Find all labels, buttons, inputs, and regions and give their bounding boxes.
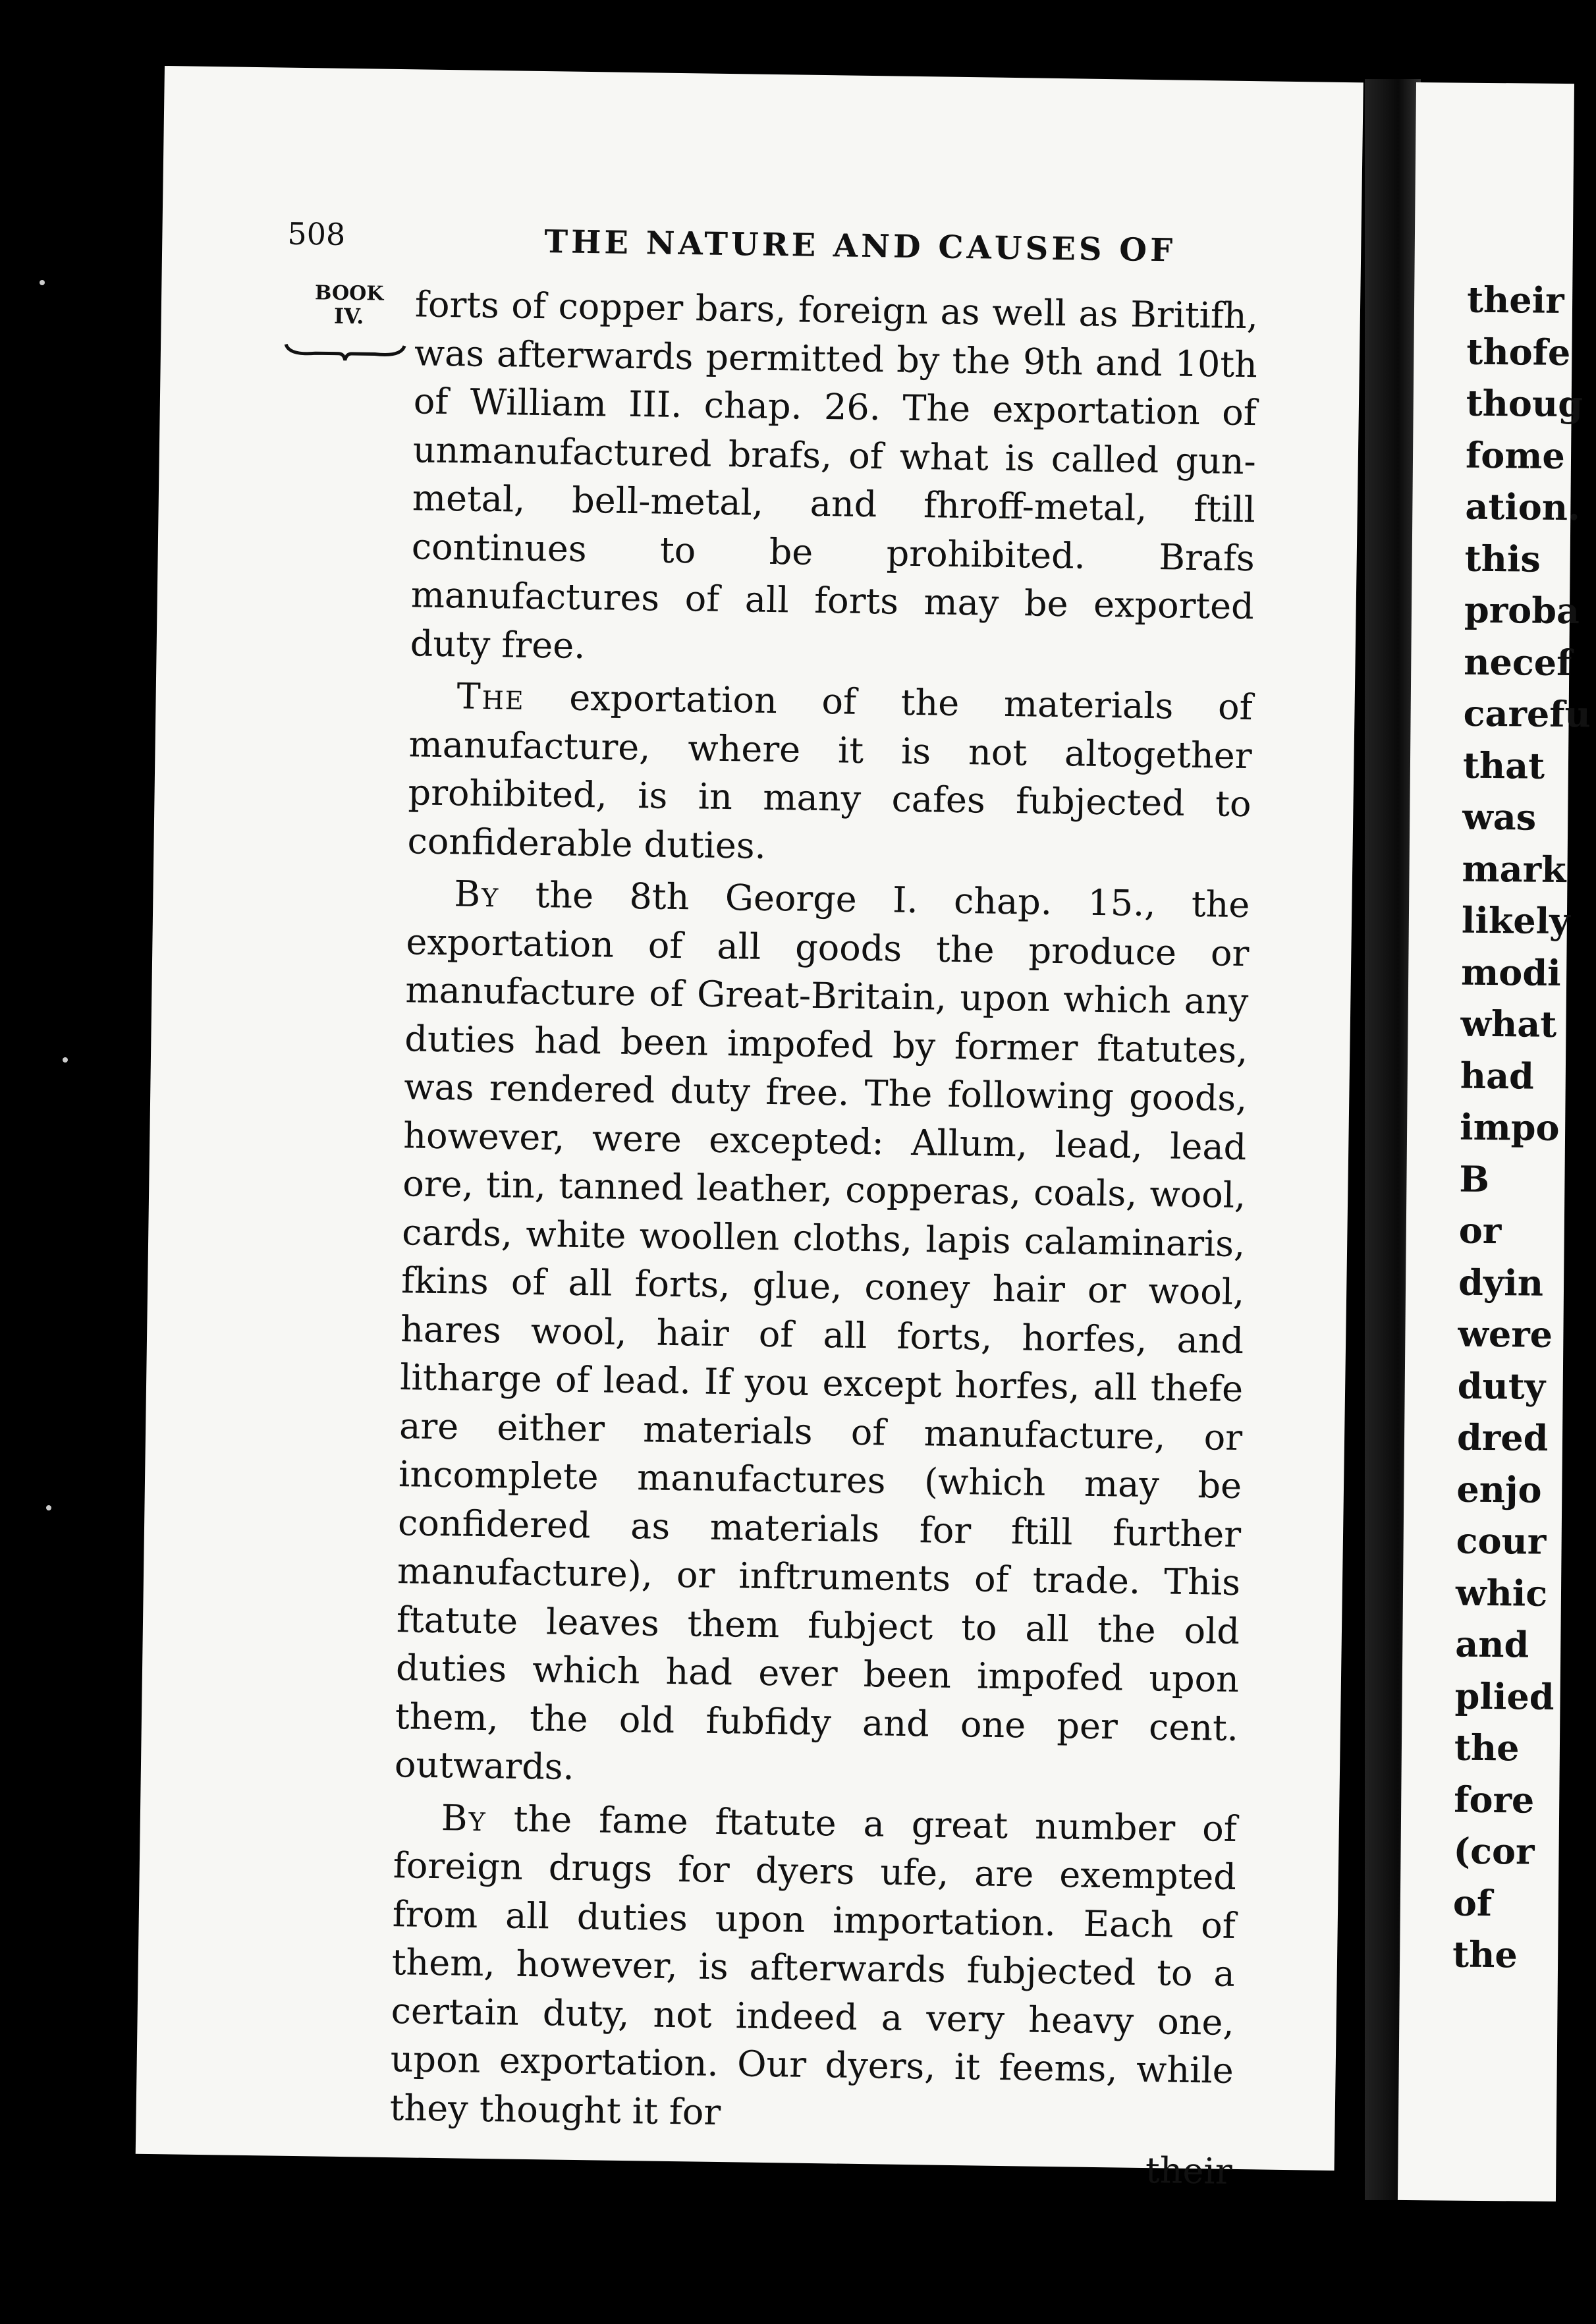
scan-speck xyxy=(46,1505,51,1510)
facing-line: or xyxy=(1458,1209,1502,1252)
facing-line: (cor xyxy=(1453,1829,1535,1873)
paragraph xyxy=(407,671,1253,877)
paragraph-text: the fame ftatute a great number of foreign drugs for dyers ufe, are exempted from all duties upon importation. Each of them, however, is afterwards fubjected to a certain duty, not indeed a very heavy one, upon exportation. Our dyers, it feems, while they thought it for xyxy=(389,1797,1238,2133)
paragraph xyxy=(410,280,1258,679)
facing-line: dyin xyxy=(1458,1261,1544,1304)
body-text xyxy=(389,280,1258,2196)
facing-page-text xyxy=(1400,82,1591,1981)
facing-line: whic xyxy=(1455,1571,1548,1615)
facing-line: had xyxy=(1460,1054,1535,1097)
facing-line: modi xyxy=(1460,951,1561,994)
facing-line: were xyxy=(1458,1312,1553,1356)
facing-line: and xyxy=(1455,1622,1529,1666)
scan-speck xyxy=(63,1057,68,1063)
paragraph-lead: By xyxy=(441,1796,487,1839)
facing-line: carefu xyxy=(1463,692,1591,736)
page-number: 508 xyxy=(287,215,346,252)
facing-line: the xyxy=(1452,1933,1518,1976)
facing-line: enjo xyxy=(1456,1468,1542,1511)
facing-line: dred xyxy=(1456,1416,1549,1459)
facing-line: that xyxy=(1462,744,1545,787)
facing-line: was xyxy=(1462,795,1537,839)
margin-note-volume: IV. xyxy=(333,303,364,329)
paragraph xyxy=(389,1793,1237,2144)
paragraph xyxy=(395,869,1250,1800)
margin-note xyxy=(289,282,408,329)
facing-line: thofe xyxy=(1466,330,1571,374)
facing-line: plied xyxy=(1454,1674,1555,1718)
facing-line: fore xyxy=(1453,1778,1535,1821)
facing-line: cour xyxy=(1456,1519,1547,1563)
brace-icon xyxy=(283,341,408,363)
margin-note-book: BOOK xyxy=(314,281,384,306)
facing-line: likely xyxy=(1461,899,1570,943)
facing-line: their xyxy=(1466,278,1564,321)
facing-line: B xyxy=(1459,1157,1490,1200)
paragraph-text: exportation of the materials of manufacture, where it is not altogether prohibited, is in many cafes fubjected to confiderable duties. xyxy=(407,676,1253,867)
paragraph-text: the 8th George I. chap. 15., the exportation of all goods the produce or manufacture of Great-Britain, upon which any duties had been impofed by former ftatutes, was rendered duty free. The following goods, however, were excepted: Allum, lead, lead ore, tin, tanned leather, copperas, coals, wool, cards, white woollen cloths, lapis calaminaris, fkins of all forts, glue, coney hair or wool, hares wool, hair of all forts, horfes, and litharge of lead. If you except horfes, all thefe are either materials of manufacture, or incomplete manufactures (which may be confidered as materials for ftill further manufacture), or inftruments of trade. This ftatute leaves them fubject to all the old duties which had ever been impofed upon them, the old fubfidy and one per cent. outwards. xyxy=(394,873,1250,1788)
paragraph-lead: By xyxy=(454,873,500,916)
page-header xyxy=(287,216,1223,289)
facing-line: duty xyxy=(1457,1364,1546,1408)
facing-line: the xyxy=(1454,1726,1520,1769)
paragraph-text: forts of copper bars, foreign as well as Britifh, was afterwards permitted by the 9th and 10th of William III. chap. 26. The exportation of unmanufactured brafs, of what is called gun-metal, bell-metal, and fhroff-metal, ftill continues to be prohibited. Brafs manufactures of all forts may be exported duty free. xyxy=(410,283,1259,667)
facing-line: impo xyxy=(1459,1105,1560,1149)
facing-line: this xyxy=(1464,537,1541,580)
left-page xyxy=(136,66,1363,2192)
facing-line: ation. xyxy=(1465,485,1581,529)
facing-line: what xyxy=(1460,1002,1557,1045)
facing-line: proba xyxy=(1464,588,1580,632)
facing-line: thoug xyxy=(1466,381,1583,426)
facing-line: mark xyxy=(1462,847,1566,891)
facing-line: necef xyxy=(1464,640,1572,684)
facing-line: fome xyxy=(1465,433,1566,477)
paragraph-lead: The xyxy=(456,675,526,718)
facing-page xyxy=(1398,82,1591,2201)
scan-speck xyxy=(40,280,45,285)
facing-line: of xyxy=(1452,1881,1493,1924)
catchword: their xyxy=(1145,2149,1232,2192)
running-head: THE NATURE AND CAUSES OF xyxy=(543,223,1176,269)
